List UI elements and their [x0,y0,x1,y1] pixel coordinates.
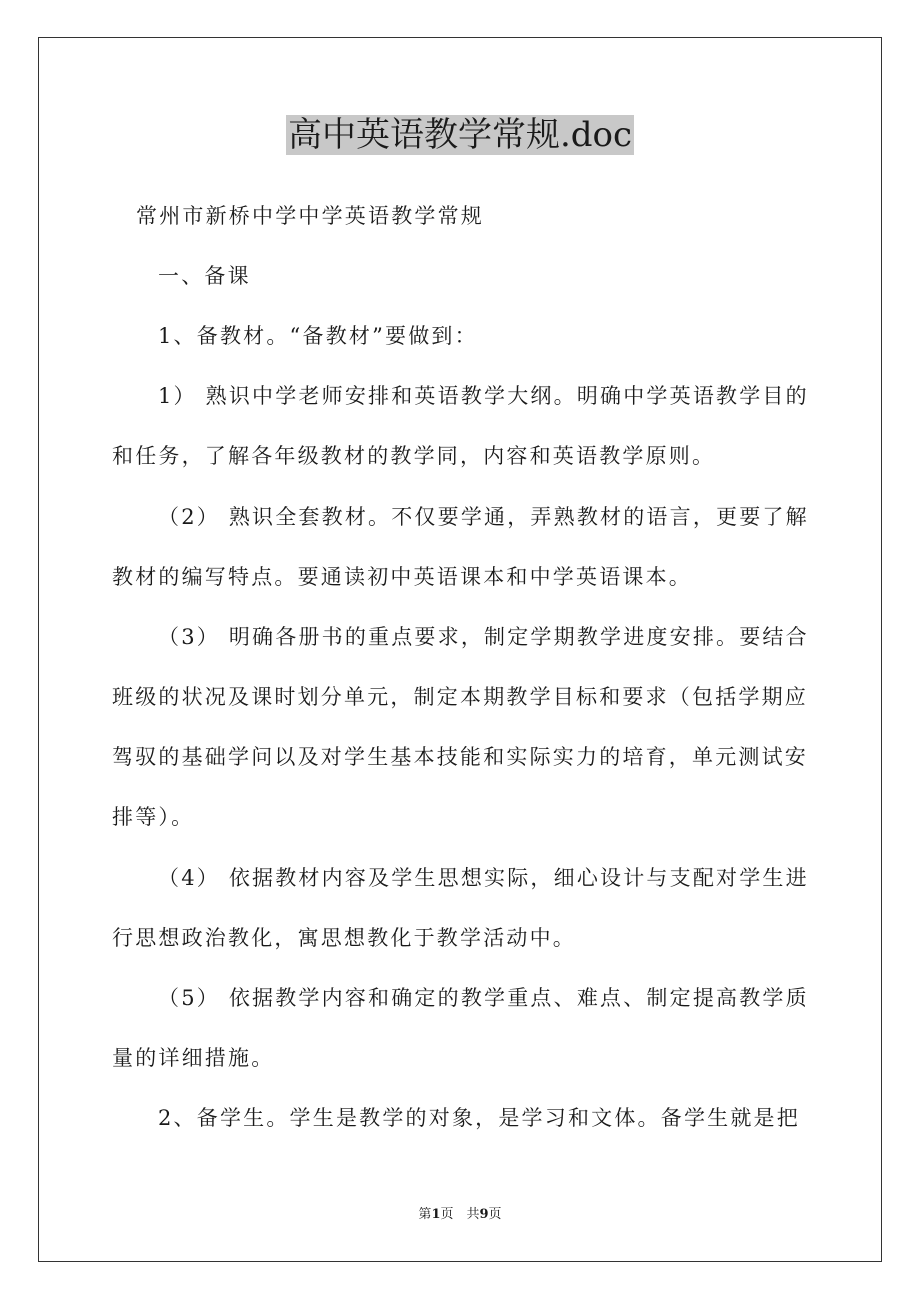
footer-page-prefix: 第 [418,1207,432,1222]
document-title [0,112,920,158]
paragraph-line-item-1: 1、备教材。“备教材”要做到： [158,324,478,348]
paragraph-line: 教材的编写特点。要通读初中英语课本和中学英语课本。 [112,565,692,589]
paragraph-line: 行思想政治教化，寓思想教化于教学活动中。 [112,926,576,950]
paragraph-line: 和任务，了解各年级教材的教学同，内容和英语教学原则。 [112,444,716,468]
paragraph-line: （4） 依据教材内容及学生思想实际，细心设计与支配对学生进 [158,866,809,890]
paragraph-line: 排等）。 [112,805,195,829]
paragraph-line: （3） 明确各册书的重点要求，制定学期教学进度安排。要结合 [158,625,809,649]
paragraph-line: 量的详细措施。 [112,1046,275,1070]
footer-page-suffix: 页 [488,1207,502,1222]
paragraph-line: 班级的状况及课时划分单元，制定本期教学目标和要求（包括学期应 [112,685,808,709]
paragraph-line: 2、备学生。学生是教学的对象，是学习和文体。备学生就是把 [158,1106,800,1130]
paragraph-line: 1） 熟识中学老师安排和英语教学大纲。明确中学英语教学目的 [158,384,809,408]
paragraph-line-section-heading: 一、备课 [158,264,251,288]
footer-page-current: 1 [431,1207,441,1222]
paragraph-line: （2） 熟识全套教材。不仅要学通，弄熟教材的语言，更要了解 [158,505,809,529]
paragraph-line: （5） 依据教学内容和确定的教学重点、难点、制定提高教学质 [158,986,809,1010]
paragraph-line: 驾驭的基础学问以及对学生基本技能和实际实力的培育，单元测试安 [112,745,808,769]
footer-page-total: 9 [479,1207,489,1222]
paragraph-line-school: 常州市新桥中学中学英语教学常规 [136,204,484,228]
footer-page-mid: 页 共 [440,1207,480,1222]
page-footer [0,1206,920,1224]
document-title-text: 高中英语教学常规.doc [287,115,633,155]
